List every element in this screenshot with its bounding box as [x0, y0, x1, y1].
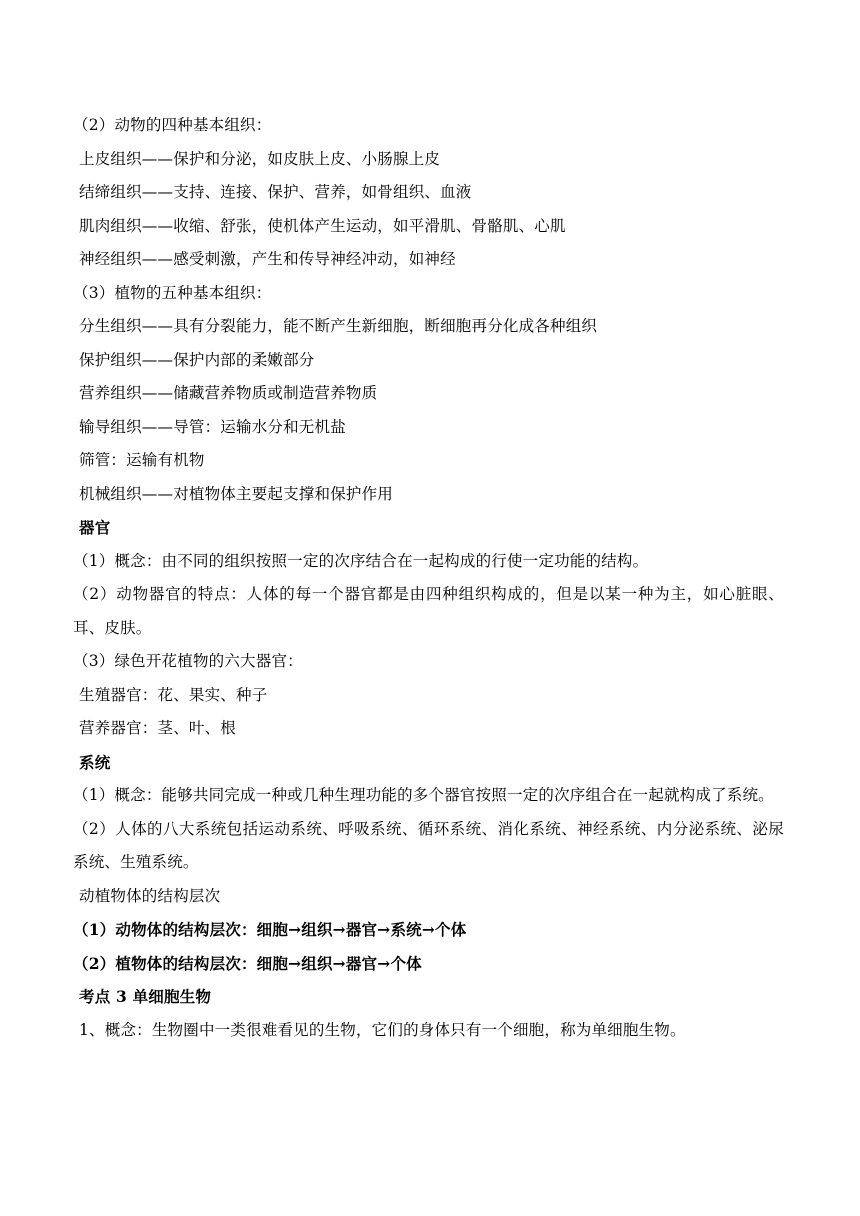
text-line: 输导组织——导管：运输水分和无机盐 — [79, 417, 346, 436]
text-paragraph: （2）人体的八大系统包括运动系统、呼吸系统、循环系统、消化系统、神经系统、内分泌系统、泌尿系统、生殖系统。 — [73, 819, 784, 871]
text-line: （2）动物的四种基本组织： — [73, 116, 272, 134]
text-line: 营养组织——储藏营养物质或制造营养物质 — [79, 384, 378, 402]
text-paragraph: （1）概念：能够共同完成一种或几种生理功能的多个器官按照一定的次序组合在一起就构成了系统。 — [73, 786, 774, 804]
section-heading-system: 系统 — [79, 752, 111, 772]
text-line-bold: （1）动物体的结构层次：细胞→组织→器官→系统→个体 — [73, 920, 467, 939]
text-line: 机械组织——对植物体主要起支撑和保护作用 — [79, 484, 394, 503]
section-heading-organ: 器官 — [79, 518, 111, 537]
text-line: 营养器官：茎、叶、根 — [79, 719, 237, 737]
text-line: 动植物体的结构层次 — [79, 886, 221, 905]
section-heading-exam-point-3: 考点 3 单细胞生物 — [79, 987, 212, 1006]
text-line: 保护组织——保护内部的柔嫩部分 — [79, 350, 315, 369]
text-line: 筛管：运输有机物 — [79, 451, 205, 469]
text-line: 上皮组织——保护和分泌，如皮肤上皮、小肠腺上皮 — [79, 149, 441, 168]
text-line: 结缔组织——支持、连接、保护、营养，如骨组织、血液 — [79, 183, 472, 201]
text-line: （1）概念：由不同的组织按照一定的次序结合在一起构成的行使一定功能的结构。 — [73, 551, 649, 570]
document-page — [73, 109, 784, 1047]
text-line: （3）植物的五种基本组织： — [73, 283, 272, 302]
text-line: 肌肉组织——收缩、舒张，使机体产生运动，如平滑肌、骨骼肌、心肌 — [79, 216, 566, 235]
text-line: 1、概念：生物圈中一类很难看见的生物，它们的身体只有一个细胞，称为单细胞生物。 — [79, 1020, 686, 1039]
text-line-bold: （2）植物体的结构层次：细胞→组织→器官→个体 — [73, 953, 422, 973]
text-paragraph: （2）动物器官的特点：人体的每一个器官都是由四种组织构成的，但是以某一种为主，如心脏眼、耳、皮肤。 — [73, 585, 784, 637]
text-line: 分生组织——具有分裂能力，能不断产生新细胞，断细胞再分化成各种组织 — [79, 317, 598, 335]
text-line: 生殖器官：花、果实、种子 — [79, 685, 268, 704]
text-line: 神经组织——感受刺激，产生和传导神经冲动，如神经 — [79, 250, 456, 268]
text-line: （3）绿色开花植物的六大器官： — [73, 652, 303, 670]
